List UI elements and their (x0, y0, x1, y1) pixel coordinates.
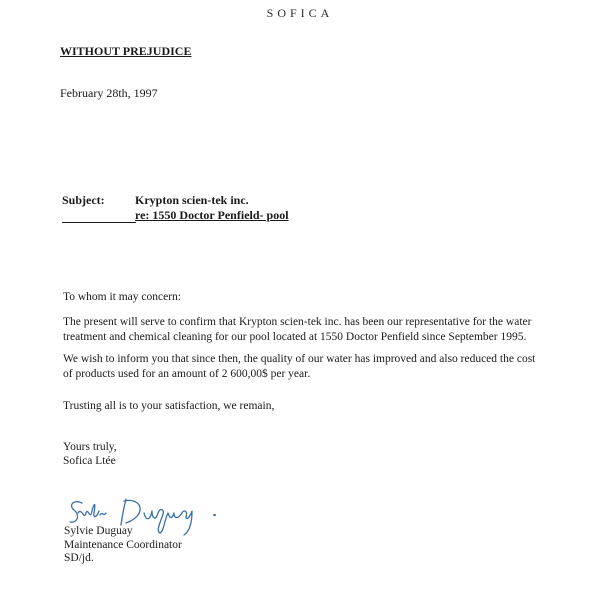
letter-date: February 28th, 1997 (60, 86, 158, 100)
signatory-title: Maintenance Coordinator (64, 538, 182, 551)
signatory-block (64, 525, 182, 566)
subject-company: Krypton scien-tek inc. (135, 193, 249, 207)
closing-phrase: Yours truly, (63, 441, 117, 453)
salutation: To whom it may concern: (63, 291, 181, 303)
letterhead: SOFICA (266, 6, 334, 20)
body-paragraph-2: We wish to inform you that since then, the quality of our water has improved and also reduced the cost of products used for an amount of 2 600,00$ per year. (63, 353, 536, 380)
subject-underline (62, 222, 136, 223)
reference-initials: SD/jd. (64, 552, 94, 564)
closing-company: Sofica Ltée (63, 455, 116, 467)
closing-block (63, 440, 117, 468)
subject-label: Subject: (62, 193, 105, 207)
subject-reference: re: 1550 Doctor Penfield- pool (135, 208, 289, 222)
without-prejudice-notice: WITHOUT PREJUDICE (60, 44, 192, 58)
body-paragraph-3: Trusting all is to your satisfaction, we remain, (63, 400, 275, 412)
body-paragraph-1: The present will serve to confirm that Krypton scien-tek inc. has been our representative for the water treatment and chemical cleaning for our pool located at 1550 Doctor Penfield since September 1995. (63, 316, 532, 343)
signatory-name: Sylvie Duguay (64, 525, 133, 537)
